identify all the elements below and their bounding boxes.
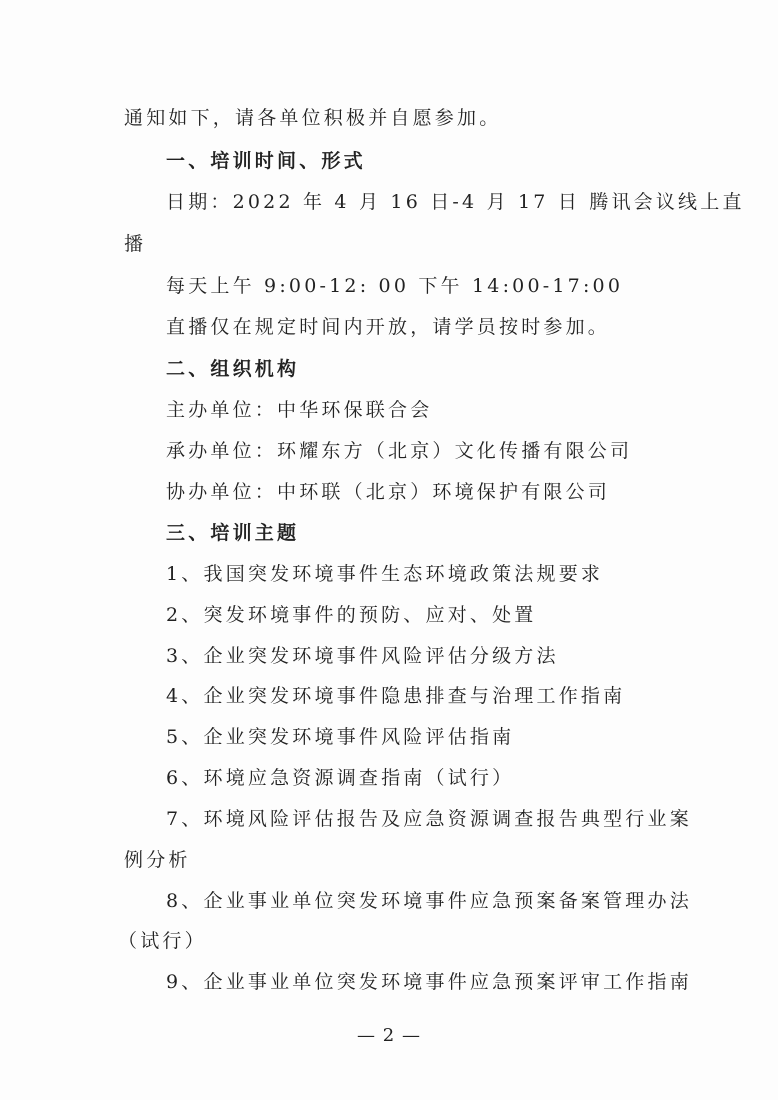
paragraph-live-notice: 直播仅在规定时间内开放，请学员按时参加。 — [166, 316, 611, 338]
paragraph-host: 主办单位：中华环保联合会 — [166, 399, 433, 421]
topic-item-8-cont: （试行） — [118, 930, 207, 952]
topic-item-1: 1、我国突发环境事件生态环境政策法规要求 — [166, 563, 604, 585]
topic-item-2: 2、突发环境事件的预防、应对、处置 — [166, 604, 537, 626]
paragraph-date: 日期：2022 年 4 月 16 日-4 月 17 日 腾讯会议线上直 — [166, 191, 745, 213]
topic-item-3: 3、企业突发环境事件风险评估分级方法 — [166, 645, 559, 667]
topic-item-9: 9、企业事业单位突发环境事件应急预案评审工作指南 — [166, 971, 692, 993]
topic-item-4: 4、企业突发环境事件隐患排查与治理工作指南 — [166, 685, 626, 707]
heading-training-topics: 三、培训主题 — [166, 522, 300, 544]
paragraph-intro: 通知如下，请各单位积极并自愿参加。 — [124, 107, 502, 129]
heading-training-time-format: 一、培训时间、形式 — [166, 150, 366, 172]
topic-item-7-cont: 例分析 — [124, 849, 191, 871]
paragraph-date-cont: 播 — [124, 233, 147, 255]
paragraph-organizer: 承办单位：环耀东方（北京）文化传播有限公司 — [166, 440, 633, 462]
paragraph-daily-schedule: 每天上午 9:00-12: 00 下午 14:00-17:00 — [166, 275, 624, 297]
topic-item-5: 5、企业突发环境事件风险评估指南 — [166, 726, 515, 748]
page-number: — 2 — — [357, 1025, 421, 1046]
topic-item-6: 6、环境应急资源调查指南（试行） — [166, 767, 515, 789]
topic-item-8: 8、企业事业单位突发环境事件应急预案备案管理办法 — [166, 890, 692, 912]
topic-item-7: 7、环境风险评估报告及应急资源调查报告典型行业案 — [166, 808, 692, 830]
heading-organization: 二、组织机构 — [166, 358, 300, 380]
paragraph-co-organizer: 协办单位：中环联（北京）环境保护有限公司 — [166, 481, 611, 503]
